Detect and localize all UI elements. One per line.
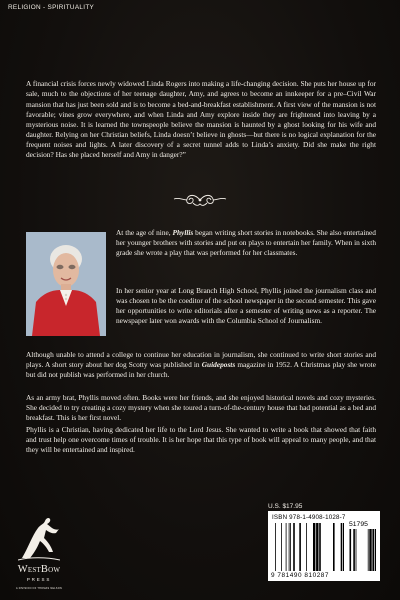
- barcode-number: 9 781490 810287: [271, 572, 330, 579]
- barcode-addon-bars-icon: [348, 529, 376, 571]
- bio-text: At the age of nine,: [116, 228, 173, 237]
- isbn-label: ISBN 978-1-4908-1028-7: [272, 514, 346, 521]
- category-label: RELIGION - SPIRITUALITY: [8, 4, 95, 11]
- publisher-logo-icon: [18, 508, 60, 562]
- bio-text: magazine in 1952. A Christmas play she wrote but did not publish was performed in her church.: [26, 360, 376, 380]
- price-label: U.S. $17.95: [268, 503, 303, 510]
- bio-text: Phyllis is a Christian, having dedicated her life to the Lord Jesus. She wanted to write a book that showed that faith and trust help one overcome times of trouble. It is her hope that this type of book will appeal to many people, and that they will be entertained and inspired.: [26, 425, 376, 455]
- publisher-logo: [14, 508, 64, 592]
- bio-paragraph-2: [116, 286, 376, 326]
- barcode-bars-icon: [272, 523, 344, 571]
- publisher-division: A DIVISION OF THOMAS NELSON: [15, 587, 63, 590]
- book-blurb: A financial crisis forces newly widowed Linda Rogers into making a life-changing decision. She puts her house up for sale, much to the objections of her teenage daughter, Amy, and agrees to become an innkeeper for a pre–Civil War mansion that has just been sold and is to become a bed-and-breakfast establishment. A first view of the mansion is not favorable; vines grow everywhere, and when Linda and Amy explore inside they are frightened into leaving by a mysterious noise. It is learned the townspeople believe the mansion is haunted by a ghost looking for his wife and daughter. Relying on her Christian beliefs, Linda doesn’t believe in ghosts—but there is no logical explanation for the frequent noises and lights. A later discovery of a secret tunnel adds to Linda’s anxiety. Did she make the right decision? Has she placed herself and Amy in danger?”: [26, 79, 376, 159]
- magazine-title: Guideposts: [201, 360, 236, 370]
- bio-text: began writing short stories in notebooks. She also entertained her younger brothers with stories and put on plays to entertain her family. When in sixth grade she wrote a play that was performed for her classmates.: [116, 228, 376, 258]
- ornament-flourish-icon: [171, 191, 229, 209]
- barcode-addon-number: 51795: [349, 521, 368, 528]
- bio-paragraph-4: [26, 393, 376, 423]
- bio-text: Although unable to attend a college to continue her education in journalism, she continued to write short stories and plays. A short story about her dog Scotty was published in: [26, 350, 376, 370]
- bio-paragraph-5: [26, 425, 376, 455]
- publisher-subtitle: PRESS: [26, 577, 52, 582]
- bio-paragraph-1: [116, 228, 376, 258]
- bio-paragraph-3: [26, 350, 376, 380]
- publisher-name: WestBow: [17, 564, 61, 575]
- bio-text: As an army brat, Phyllis moved often. Books were her friends, and she enjoyed historical novels and cozy mysteries. She decided to try creating a cozy mystery when she toured a turn-of-the-century house that had potential as a bed and breakfast. This is her first novel.: [26, 393, 376, 423]
- author-name: Phyllis: [172, 228, 194, 237]
- isbn-barcode: [268, 511, 380, 581]
- bio-text: In her senior year at Long Branch High School, Phyllis joined the journalism class and was chosen to be the coeditor of the school newspaper in the second semester. This gave her opportunities to write editorials after a semester of writing news as a reporter. The newspaper later won awards with the Columbia School of Journalism.: [116, 286, 376, 326]
- author-photo: [26, 232, 106, 336]
